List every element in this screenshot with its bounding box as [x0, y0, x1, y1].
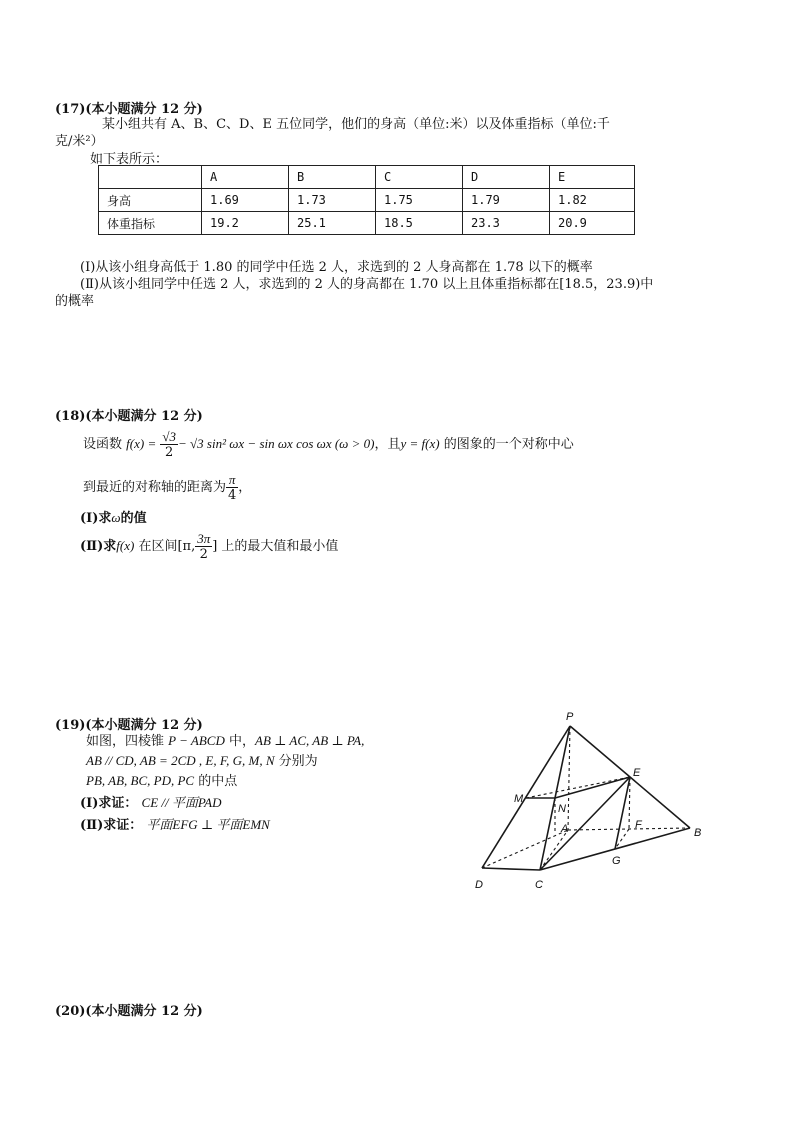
- table-cell: 23.3: [463, 212, 550, 235]
- q17-table: [98, 165, 635, 235]
- table-cell: [99, 166, 202, 189]
- q18-line1-post: 的图象的一个对称中心: [443, 437, 574, 452]
- fraction-denominator: 4: [228, 488, 237, 503]
- table-cell: 18.5: [376, 212, 463, 235]
- q17-part1: (Ⅰ)从该小组身高低于 1.80 的同学中任选 2 人，求选到的 2 人身高都在 1.78 以下的概率: [80, 260, 593, 275]
- table-cell: 25.1: [289, 212, 376, 235]
- q18-part1-post: 的值: [120, 511, 147, 526]
- q18-fraction-3pi-over-2: [195, 531, 212, 562]
- table-cell: 1.73: [289, 189, 376, 212]
- edge-DC: [482, 868, 540, 870]
- table-cell: 1.79: [463, 189, 550, 212]
- q18-line2: [83, 470, 251, 506]
- q19-part2: [80, 816, 270, 835]
- q18-line1-mid: ，且: [374, 437, 401, 452]
- q19-pyramid: P − ABCD: [168, 733, 225, 748]
- table-row: [99, 212, 635, 235]
- table-cell: B: [289, 166, 376, 189]
- q18-expression: − √3 sin² ωx − sin ωx cos ωx (ω > 0): [178, 436, 375, 451]
- q19-line3-math: PB, AB, BC, PD, PC: [86, 773, 195, 788]
- q18-omega: ω: [111, 510, 121, 525]
- table-cell: 1.69: [202, 189, 289, 212]
- edge-ME: [526, 777, 630, 798]
- edge-PA: [568, 726, 570, 830]
- q18-line1-pre: 设函数: [83, 437, 123, 452]
- fraction-numerator: √3: [162, 429, 176, 444]
- q19-line1-pre: 如图，四棱锥: [86, 734, 165, 749]
- q18-fraction-sqrt3-over-2: [160, 429, 178, 460]
- q18-part2-mid: 在区间[π,: [138, 539, 196, 554]
- q18-line2-post: ，: [238, 480, 252, 495]
- q19-part2-pre: (Ⅱ)求证：: [80, 818, 143, 833]
- edge-EG: [615, 777, 630, 849]
- q18-part2-post: ] 上的最大值和最小值: [212, 539, 339, 554]
- q17-part2b: 的概率: [55, 294, 95, 309]
- q18-fraction-pi-over-4: [226, 472, 238, 503]
- table-cell: 体重指标: [99, 212, 202, 235]
- table-cell: C: [376, 166, 463, 189]
- fraction-denominator: 2: [199, 547, 208, 562]
- label-C: C: [535, 879, 543, 891]
- label-F: F: [635, 819, 642, 831]
- q18-line2-pre: 到最近的对称轴的距离为: [83, 480, 227, 495]
- q19-line1-mid: 中，: [228, 734, 255, 749]
- q17-line1: 某小组共有 A、B、C、D、E 五位同学，他们的身高（单位:米）以及体重指标（单位:千: [102, 117, 610, 132]
- table-cell: A: [202, 166, 289, 189]
- fraction-numerator: 3π: [197, 531, 211, 546]
- q19-part1-math: CE // 平面PAD: [141, 795, 222, 810]
- table-header-row: [99, 166, 635, 189]
- table-cell: 19.2: [202, 212, 289, 235]
- q18-part1: [80, 509, 147, 528]
- q19-header: (19)(本小题满分 12 分): [55, 718, 203, 733]
- q20-header: (20)(本小题满分 12 分): [55, 1004, 203, 1019]
- q17-header: (17)(本小题满分 12 分): [55, 102, 203, 117]
- q19-conditions: AB ⊥ AC, AB ⊥ PA,: [255, 733, 365, 748]
- q18-part2-pre: (Ⅱ)求: [80, 539, 117, 554]
- label-P: P: [566, 711, 574, 723]
- table-cell: 20.9: [550, 212, 635, 235]
- table-cell: D: [463, 166, 550, 189]
- q18-header: (18)(本小题满分 12 分): [55, 409, 203, 424]
- q18-fx: f(x) =: [126, 436, 157, 451]
- table-row: [99, 189, 635, 212]
- label-E: E: [633, 767, 641, 779]
- table-cell: 1.75: [376, 189, 463, 212]
- q17-part2a: (Ⅱ)从该小组同学中任选 2 人，求选到的 2 人的身高都在 1.70 以上且体重指标都在[18.5，23.9)中: [80, 277, 654, 292]
- table-cell: 身高: [99, 189, 202, 212]
- table-cell: E: [550, 166, 635, 189]
- q19-line1: [86, 732, 364, 751]
- label-M: M: [514, 793, 524, 805]
- q17-line2: 克/米²）: [55, 134, 104, 149]
- label-B: B: [694, 827, 702, 839]
- fraction-numerator: π: [226, 472, 238, 488]
- pyramid-figure: [470, 708, 720, 898]
- label-G: G: [612, 855, 621, 867]
- label-N: N: [558, 803, 566, 815]
- q18-y: y = f(x): [400, 436, 440, 451]
- q18-line1: [83, 426, 574, 463]
- q19-line3-post: 的中点: [198, 774, 238, 789]
- q18-part2-fx: f(x): [116, 538, 135, 553]
- q19-line2: [86, 752, 318, 771]
- table-cell: 1.82: [550, 189, 635, 212]
- fraction-denominator: 2: [165, 445, 174, 460]
- q19-line2-math: AB // CD, AB = 2CD , E, F, G, M, N: [86, 753, 275, 768]
- q18-part2: [80, 528, 338, 565]
- q17-line3: 如下表所示：: [90, 152, 169, 167]
- q19-line3: [86, 772, 237, 791]
- q19-part1-pre: (Ⅰ)求证：: [80, 796, 138, 811]
- label-A: A: [561, 823, 569, 835]
- q19-part2-math: 平面EFG ⊥ 平面EMN: [146, 817, 270, 832]
- q18-part1-pre: (Ⅰ)求: [80, 511, 112, 526]
- label-D: D: [475, 879, 483, 891]
- q19-line2-post: 分别为: [278, 754, 318, 769]
- q19-part1: [80, 794, 221, 813]
